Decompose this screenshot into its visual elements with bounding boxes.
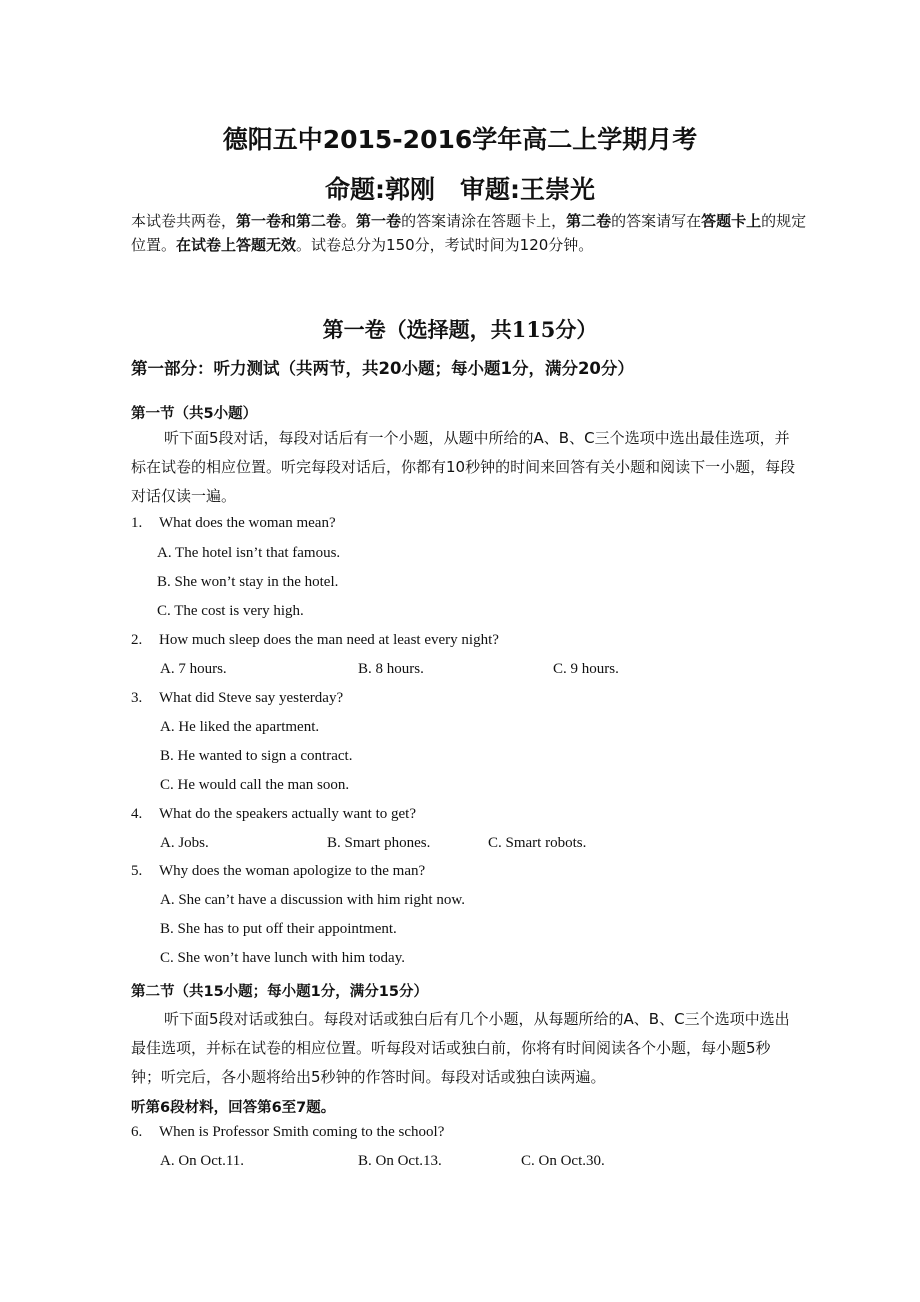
exam-title: 德阳五中2015-2016学年高二上学期月考 (222, 125, 698, 154)
q4-option-a[interactable]: A. Jobs. (160, 835, 209, 851)
q5-option-a[interactable]: A. She can’t have a discussion with him right now. (160, 892, 465, 908)
q6-option-a[interactable]: A. On Oct.11. (160, 1153, 245, 1169)
q1-option-b[interactable]: B. She won’t stay in the hotel. (157, 574, 339, 590)
q3-option-a[interactable]: A. He liked the apartment. (160, 719, 320, 735)
q4-option-b[interactable]: B. Smart phones. (327, 835, 431, 851)
q2-option-a[interactable]: A. 7 hours. (160, 661, 227, 677)
q5-option-c[interactable]: C. She won’t have lunch with him today. (160, 950, 405, 966)
exam-intro: 本试卷共两卷，第一卷和第二卷。第一卷的答案请涂在答题卡上，第二卷的答案请写在答题卡上的规定位置。在试卷上答题无效。试卷总分为150分，考试时间为120分钟。 (131, 212, 807, 254)
q4-option-c[interactable]: C. Smart robots. (488, 835, 587, 851)
q2-option-b[interactable]: B. 8 hours. (358, 661, 424, 677)
q3-option-b[interactable]: B. He wanted to sign a contract. (160, 748, 353, 764)
volume-title: 第一卷（选择题，共115分） (322, 317, 598, 342)
material-note: 听第6段材料，回答第6至7题。 (131, 1100, 336, 1116)
exam-subtitle: 命题:郭刚 审题:王崇光 (325, 175, 595, 204)
q6-option-c[interactable]: C. On Oct.30. (521, 1153, 605, 1169)
q5-option-b[interactable]: B. She has to put off their appointment. (160, 921, 397, 937)
exam-page: 德阳五中2015-2016学年高二上学期月考 命题:郭刚 审题:王崇光 本试卷共两卷，第一卷和第二卷。第一卷的答案请涂在答题卡上，第二卷的答案请写在答题卡上的规定位置。在试卷上答题无效。试卷总分为150分，考试时间为120分钟。 第一卷（选择题，共115分） 第一部分：听力测试（共两节，共20小题；每小题1分，满分20分） 第一节（共5小题） 听下面5段对话，每段对话后有一个小题，从题中所给的A、B、C三个选项中选出最佳选项，并标在试卷的相应位置。听完每段对话后，你都有10秒钟的时间来回答有关小题和阅读下一小题，每段对话仅读一遍。 1. What does the woman mean? A. The hotel isn’t that famous. B. She won’t stay in the hotel. C. The cost is very high. 2. How much sleep does the man need at least every night? A. 7 hours. B. 8 hours. C. 9 hours. 3. What did Steve say yesterday? A. He liked the apartment. B. He wanted to sign a contract. C. He would call the man soon. 4. What do the speakers actually want to get? A. Jobs. B. Smart phones. C. Smart robots. 5. Why does the woman apologize to the man? A. She can’t have a discussion with him right now. B. She has to put off their appointment. C. She won’t have lunch with him today. 第二节（共15小题；每小题1分，满分15分） 听下面5段对话或独白。每段对话或独白后有几个小题，从每题所给的A、B、C三个选项中选出最佳选项，并标在试卷的相应位置。听每段对话或独白前，你将有时间阅读各个小题，每小题5秒钟；听完后，各小题将给出5秒钟的作答时间。每段对话或独白读两遍。 听第6段材料，回答第6至7题。 6. When is Professor Smith coming to the school? A. On Oct.11. B. On Oct.13. C. On Oct.30. (0, 0, 920, 1302)
q2-option-c[interactable]: C. 9 hours. (553, 661, 619, 677)
section1-title: 第一节（共5小题） (131, 406, 258, 422)
section1-instructions: 听下面5段对话，每段对话后有一个小题，从题中所给的A、B、C三个选项中选出最佳选项，并标在试卷的相应位置。听完每段对话后，你都有10秒钟的时间来回答有关小题和阅读下一小题，每段对话仅读一遍。 (131, 429, 796, 505)
q1-option-a[interactable]: A. The hotel isn’t that famous. (157, 545, 341, 561)
section2-title: 第二节（共15小题；每小题1分，满分15分） (131, 984, 428, 1000)
q1-option-c[interactable]: C. The cost is very high. (157, 603, 304, 619)
part1-title: 第一部分：听力测试（共两节，共20小题；每小题1分，满分20分） (131, 359, 634, 378)
q3-option-c[interactable]: C. He would call the man soon. (160, 777, 350, 793)
section2-instructions: 听下面5段对话或独白。每段对话或独白后有几个小题，从每题所给的A、B、C三个选项中选出最佳选项，并标在试卷的相应位置。听每段对话或独白前，你将有时间阅读各个小题，每小题5秒钟；听完后，各小题将给出5秒钟的作答时间。每段对话或独白读两遍。 (131, 1010, 790, 1086)
q6-option-b[interactable]: B. On Oct.13. (358, 1153, 442, 1169)
